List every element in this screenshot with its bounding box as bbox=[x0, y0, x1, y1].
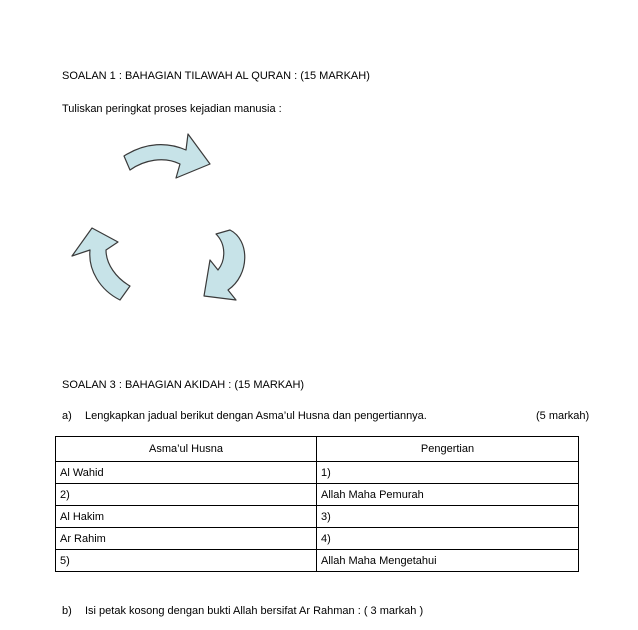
column-header-pengertian: Pengertian bbox=[317, 437, 579, 462]
table-row bbox=[56, 506, 579, 528]
question-b-text: Isi petak kosong dengan bukti Allah bersifat Ar Rahman : ( 3 markah ) bbox=[85, 605, 424, 617]
table-cell: 4) bbox=[317, 528, 579, 550]
table-row bbox=[56, 528, 579, 550]
table-cell: Allah Maha Pemurah bbox=[317, 484, 579, 506]
question-a-text: Lengkapkan jadual berikut dengan Asma’ul Husna dan pengertiannya. bbox=[85, 410, 427, 422]
table-cell: 5) bbox=[56, 550, 317, 572]
table-header-row bbox=[56, 437, 579, 462]
table-row bbox=[56, 484, 579, 506]
table-cell: 3) bbox=[317, 506, 579, 528]
cycle-arrow-top bbox=[124, 134, 210, 178]
question-a-label: a) bbox=[62, 410, 72, 422]
cycle-diagram bbox=[60, 130, 260, 305]
cycle-arrow-right bbox=[204, 230, 245, 300]
asma-ul-husna-table bbox=[55, 436, 579, 572]
table-row bbox=[56, 462, 579, 484]
table-cell: Al Hakim bbox=[56, 506, 317, 528]
column-header-asma: Asma’ul Husna bbox=[56, 437, 317, 462]
table-cell: Ar Rahim bbox=[56, 528, 317, 550]
table-cell: Al Wahid bbox=[56, 462, 317, 484]
cycle-arrow-left bbox=[72, 228, 130, 300]
table-cell: 2) bbox=[56, 484, 317, 506]
question-b-label: b) bbox=[62, 605, 72, 617]
table-cell: Allah Maha Mengetahui bbox=[317, 550, 579, 572]
section1-heading: SOALAN 1 : BAHAGIAN TILAWAH AL QURAN : (15 MARKAH) bbox=[62, 70, 370, 82]
table-cell: 1) bbox=[317, 462, 579, 484]
table-row bbox=[56, 550, 579, 572]
question-a-marks: (5 markah) bbox=[536, 410, 590, 422]
section1-instruction: Tuliskan peringkat proses kejadian manusia : bbox=[62, 103, 282, 115]
section3-heading: SOALAN 3 : BAHAGIAN AKIDAH : (15 MARKAH) bbox=[62, 379, 305, 391]
